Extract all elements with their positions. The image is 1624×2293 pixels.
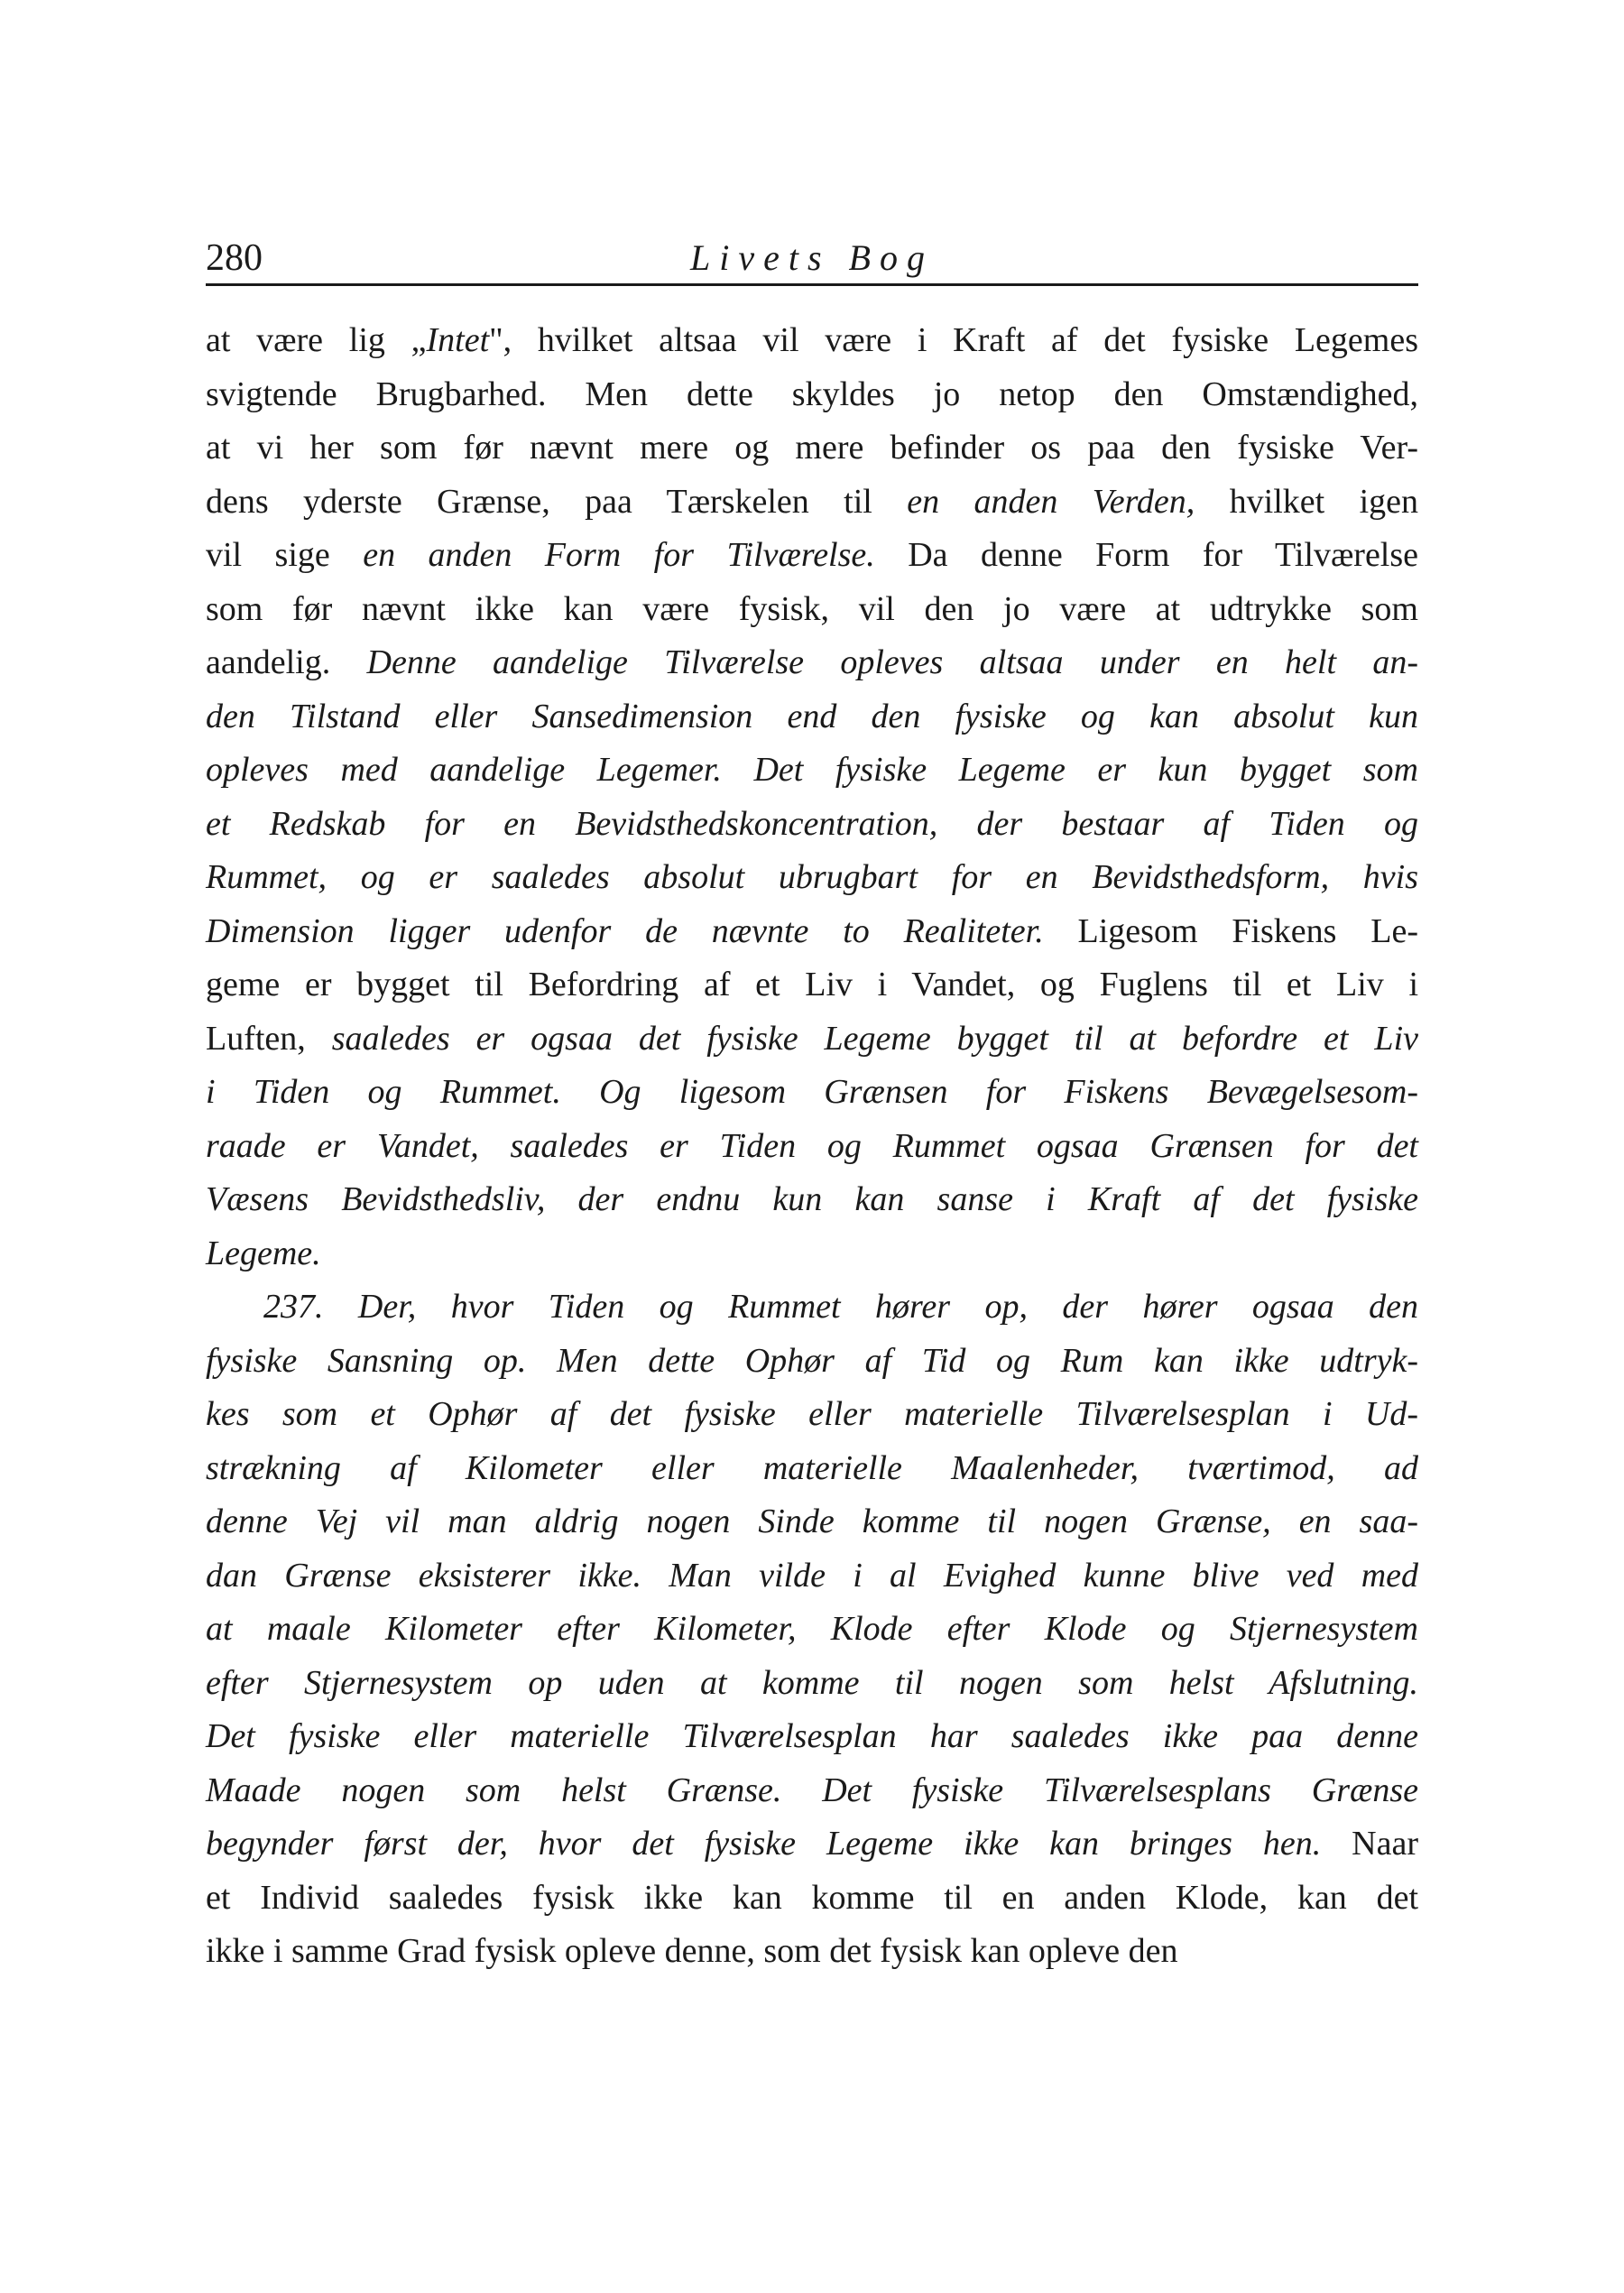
text-line — [206, 1335, 1418, 1389]
text-line — [206, 744, 1418, 798]
text-run: ikke i samme Grad fysisk opleve denne, som det fysisk kan opleve den — [206, 1932, 1178, 1970]
text-line — [206, 583, 1418, 637]
text-run: vil sige — [206, 536, 364, 574]
text-run: Luften, — [206, 1019, 332, 1058]
text-line — [206, 1227, 1418, 1281]
italic-text-run: Væsens Bevidsthedsliv, der endnu kun kan sanse i Kraft af det fysiske — [206, 1180, 1418, 1218]
italic-text-run: saaledes er ogsaa det fysiske Legeme bygget til at befordre et Liv — [331, 1019, 1418, 1058]
text-run: at være lig „ — [206, 321, 427, 359]
text-run: Ligesom Fiskens Le- — [1043, 911, 1418, 950]
italic-text-run: Det fysiske eller materielle Tilværelsesplan har saaledes ikke paa denne — [206, 1717, 1418, 1755]
text-line — [206, 1817, 1418, 1872]
text-run: geme er bygget til Befordring af et Liv i Vandet, og Fuglens til et Liv i — [206, 966, 1418, 1003]
text-line — [206, 421, 1418, 476]
text-run: Da denne Form for Tilværelse — [874, 536, 1419, 574]
text-line — [206, 1764, 1418, 1818]
page-header — [206, 233, 1418, 283]
text-line — [206, 690, 1418, 744]
text-line — [206, 1549, 1418, 1604]
italic-text-run: efter Stjernesystem op uden at komme til nogen som helst Afslutning. — [206, 1663, 1418, 1702]
italic-text-run: Dimension ligger udenfor de nævnte to Realiteter. — [206, 911, 1044, 950]
body-text — [206, 314, 1418, 1979]
text-line — [206, 529, 1418, 583]
italic-text-run: dan Grænse eksisterer ikke. Man vilde i al Evighed kunne blive ved med — [206, 1556, 1418, 1595]
italic-text-run: Denne aandelige Tilværelse opleves altsaa under en helt an- — [366, 643, 1418, 681]
italic-text-run: denne Vej vil man aldrig nogen Sinde komme til nogen Grænse, en saa- — [206, 1502, 1418, 1540]
italic-text-run: Rummet, og er saaledes absolut ubrugbart for en Bevidsthedsform, hvis — [206, 858, 1418, 896]
text-line — [206, 314, 1418, 368]
text-run: et Individ saaledes fysisk ikke kan komme til en anden Klode, kan det — [206, 1878, 1418, 1917]
text-line — [206, 1495, 1418, 1549]
text-line — [206, 905, 1418, 959]
italic-text-run: et Redskab for en Bevidsthedskoncentration, der bestaar af Tiden og — [206, 804, 1418, 843]
text-line — [206, 476, 1418, 530]
text-line — [206, 851, 1418, 905]
italic-text-run: i Tiden og Rummet. Og ligesom Grænsen for Fiskens Bevægelsesom- — [206, 1073, 1418, 1111]
italic-text-run: opleves med aandelige Legemer. Det fysiske Legeme er kun bygget som — [206, 751, 1418, 789]
text-line — [206, 1872, 1418, 1926]
italic-text-run: den Tilstand eller Sansedimension end den fysiske og kan absolut kun — [206, 697, 1418, 735]
text-run: svigtende Brugbarhed. Men dette skyldes jo netop den Omstændighed, — [206, 374, 1418, 413]
italic-text-run: Legeme. — [206, 1234, 321, 1272]
italic-text-run: en anden Form for Tilværelse. — [363, 536, 875, 574]
italic-text-run: strækning af Kilometer eller materielle Maalenheder, tværtimod, ad — [206, 1448, 1418, 1487]
text-line — [206, 1388, 1418, 1442]
text-line — [206, 1173, 1418, 1227]
text-line — [206, 1603, 1418, 1657]
text-run: som før nævnt ikke kan være fysisk, vil den jo være at udtrykke som — [206, 589, 1418, 628]
text-line — [206, 1710, 1418, 1764]
italic-text-run: 237. Der, hvor Tiden og Rummet hører op, der hører ogsaa den — [263, 1288, 1418, 1326]
text-line — [206, 1657, 1418, 1711]
text-run: dens yderste Grænse, paa Tærskelen til — [206, 482, 908, 521]
running-title: Livets Bog — [690, 237, 934, 278]
italic-text-run: raade er Vandet, saaledes er Tiden og Rummet ogsaa Grænsen for det — [206, 1126, 1418, 1165]
text-line — [206, 1442, 1418, 1496]
text-line — [206, 1925, 1418, 1979]
text-line — [206, 1120, 1418, 1174]
text-run: Naar — [1321, 1825, 1418, 1863]
italic-text-run: fysiske Sansning op. Men dette Ophør af Tid og Rum kan ikke udtryk- — [206, 1341, 1418, 1380]
text-line — [206, 368, 1418, 422]
page-number: 280 — [206, 237, 263, 279]
text-run: aandelig. — [206, 643, 367, 681]
book-page — [206, 0, 1418, 2293]
text-line — [206, 636, 1418, 690]
text-run: ", hvilket altsaa vil være i Kraft af det fysiske Legemes — [489, 321, 1418, 359]
text-run: at vi her som før nævnt mere og mere befinder os paa den fysiske Ver- — [206, 429, 1418, 467]
text-run: hvilket igen — [1195, 482, 1419, 521]
text-line — [206, 798, 1418, 852]
header-rule — [206, 283, 1418, 286]
italic-text-run: at maale Kilometer efter Kilometer, Klode efter Klode og Stjernesystem — [206, 1610, 1418, 1648]
italic-text-run: Maade nogen som helst Grænse. Det fysiske Tilværelsesplans Grænse — [206, 1771, 1418, 1809]
text-line — [206, 1066, 1418, 1120]
text-line — [206, 1012, 1418, 1067]
italic-text-run: kes som et Ophør af det fysiske eller materielle Tilværelsesplan i Ud- — [206, 1395, 1418, 1433]
italic-text-run: Intet — [426, 321, 490, 359]
italic-text-run: begynder først der, hvor det fysiske Legeme ikke kan bringes hen. — [206, 1825, 1322, 1863]
text-line — [206, 1281, 1418, 1335]
text-line — [206, 958, 1418, 1012]
italic-text-run: en anden Verden, — [907, 482, 1195, 521]
